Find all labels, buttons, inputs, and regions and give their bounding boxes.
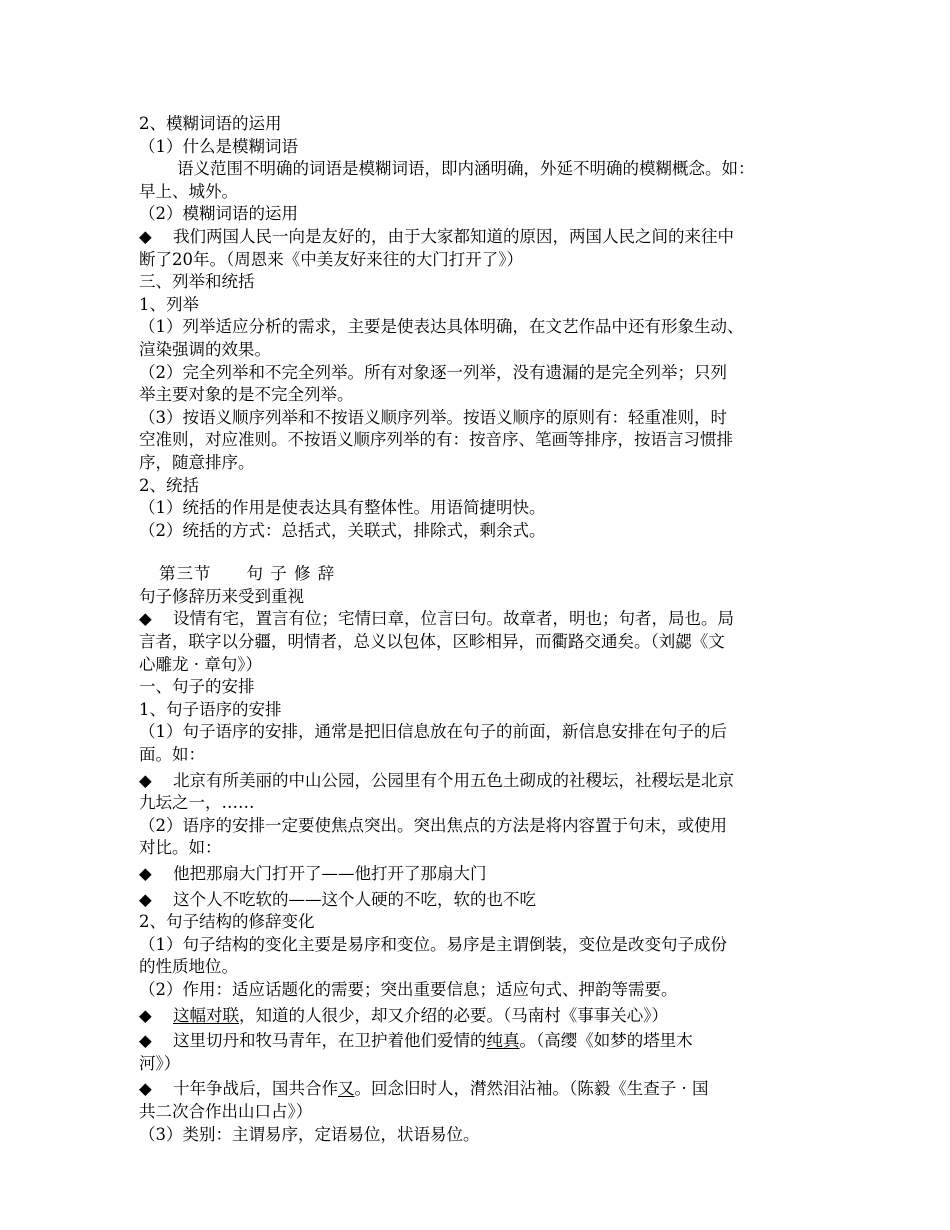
heading-2: 2、模糊词语的运用 [139, 114, 282, 133]
paragraph: （3）类别：主谓易序，定语易位，状语易位。 [139, 1124, 480, 1144]
paragraph: （1）句子结构的变化主要是易序和变位。易序是主谓倒装，变位是改变句子成份 [139, 934, 727, 954]
bullet-item [139, 226, 829, 249]
bullet-item [139, 1030, 829, 1053]
paragraph: （3）按语义顺序列举和不按语义顺序列举。按语义顺序的原则有：轻重准则，时 [139, 407, 727, 427]
bullet-icon: ◆ [139, 226, 152, 246]
bullet-item [139, 863, 829, 886]
paragraph-cont: 对比。如： [139, 838, 222, 858]
bullet-item [139, 770, 829, 793]
subheading: （1）什么是模糊词语 [139, 136, 298, 156]
paragraph-cont: 渲染强调的效果。 [139, 339, 271, 359]
paragraph-cont: 面。如： [139, 745, 205, 765]
paragraph-cont: 序，随意排序。 [139, 452, 255, 472]
bullet-text: 这里切丹和牧马青年，在卫护着他们爱情的 [173, 1031, 487, 1051]
underlined-text: 又 [338, 1079, 355, 1099]
paragraph: （2）作用：适应话题化的需要；突出重要信息；适应句式、押韵等需要。 [139, 979, 678, 999]
bullet-item [139, 608, 829, 631]
paragraph: （1）列举适应分析的需求，主要是使表达具体明确，在文艺作品中还有形象生动、 [139, 317, 744, 337]
bullet-item [139, 889, 829, 912]
heading-2: 2、统括 [139, 475, 199, 495]
bullet-text-cont: 共二次合作出山口占》） [139, 1101, 313, 1121]
bullet-text: 北京有所美丽的中山公园，公园里有个用五色土砌成的社稷坛，社稷坛是北京 [173, 770, 734, 790]
bullet-text-cont: 九坛之一，…… [139, 793, 255, 813]
bullet-text: 。（高缨《如梦的塔里木 [519, 1031, 693, 1051]
bullet-text: 这个人不吃软的——这个人硬的不吃，软的也不吃 [173, 889, 536, 909]
paragraph: （2）语序的安排一定要使焦点突出。突出焦点的方法是将内容置于句末，或使用 [139, 815, 727, 835]
bullet-text: ，知道的人很少，却又介绍的必要。（马南村《事事关心》） [239, 1005, 668, 1025]
bullet-icon: ◆ [139, 1031, 152, 1051]
bullet-text-cont: 断了20年。（周恩来《中美友好来往的大门打开了》） [139, 249, 523, 269]
bullet-icon: ◆ [139, 609, 152, 629]
paragraph-cont: 空准则，对应准则。不按语义顺序列举的有：按音序、笔画等排序，按语言习惯排 [139, 430, 733, 450]
underlined-text: 这幅对联 [173, 1005, 239, 1025]
paragraph: 语义范围不明确的词语是模糊词语，即内涵明确，外延不明确的模糊概念。如： [177, 159, 755, 179]
paragraph: （2）统括的方式：总括式，关联式，排除式，剩余式。 [139, 520, 546, 540]
bullet-text: 十年争战后，国共合作 [173, 1079, 338, 1099]
heading-2: 1、列举 [139, 294, 199, 314]
bullet-icon: ◆ [139, 1079, 152, 1099]
bullet-text-cont: 言者，联字以分疆，明情者，总义以包体，区畛相异，而衢路交通矣。（刘勰《文 [139, 632, 725, 652]
heading-2: 1、句子语序的安排 [139, 699, 282, 719]
paragraph: （1）句子语序的安排，通常是把旧信息放在句子的前面，新信息安排在句子的后 [139, 722, 727, 742]
bullet-icon: ◆ [139, 889, 152, 909]
section-title: 第三节 句 子 修 辞 [159, 564, 336, 584]
bullet-text-cont: 心雕龙 · 章句》） [139, 654, 262, 674]
paragraph-cont: 早上、城外。 [139, 181, 238, 201]
heading-1: 三、列举和统括 [139, 272, 255, 292]
bullet-text: 。回念旧时人，潸然泪沾袖。（陈毅《生查子 · 国 [354, 1079, 709, 1099]
bullet-text-cont: 河》） [139, 1053, 181, 1073]
document-page [139, 113, 829, 1146]
paragraph-cont: 的性质地位。 [139, 957, 238, 977]
bullet-icon: ◆ [139, 864, 152, 883]
bullet-icon: ◆ [139, 1005, 152, 1025]
bullet-icon: ◆ [139, 770, 152, 790]
paragraph: （2）完全列举和不完全列举。所有对象逐一列举，没有遗漏的是完全列举；只列 [139, 362, 727, 382]
bullet-item [139, 1005, 829, 1028]
subheading: （2）模糊词语的运用 [139, 204, 298, 224]
paragraph: （1）统括的作用是使表达具有整体性。用语简捷明快。 [139, 498, 546, 518]
paragraph: 句子修辞历来受到重视 [139, 586, 304, 606]
heading-1: 一、句子的安排 [139, 677, 255, 697]
paragraph-cont: 举主要对象的是不完全列举。 [139, 385, 354, 405]
bullet-text: 他把那扇大门打开了——他打开了那扇大门 [173, 864, 487, 883]
bullet-item [139, 1078, 829, 1101]
underlined-text: 纯真 [486, 1031, 520, 1051]
bullet-text: 我们两国人民一向是友好的，由于大家都知道的原因，两国人民之间的来往中 [173, 226, 734, 246]
heading-2: 2、句子结构的修辞变化 [139, 912, 315, 932]
bullet-text: 设情有宅，置言有位；宅情曰章，位言曰句。故章者，明也；句者，局也。局 [173, 609, 734, 629]
